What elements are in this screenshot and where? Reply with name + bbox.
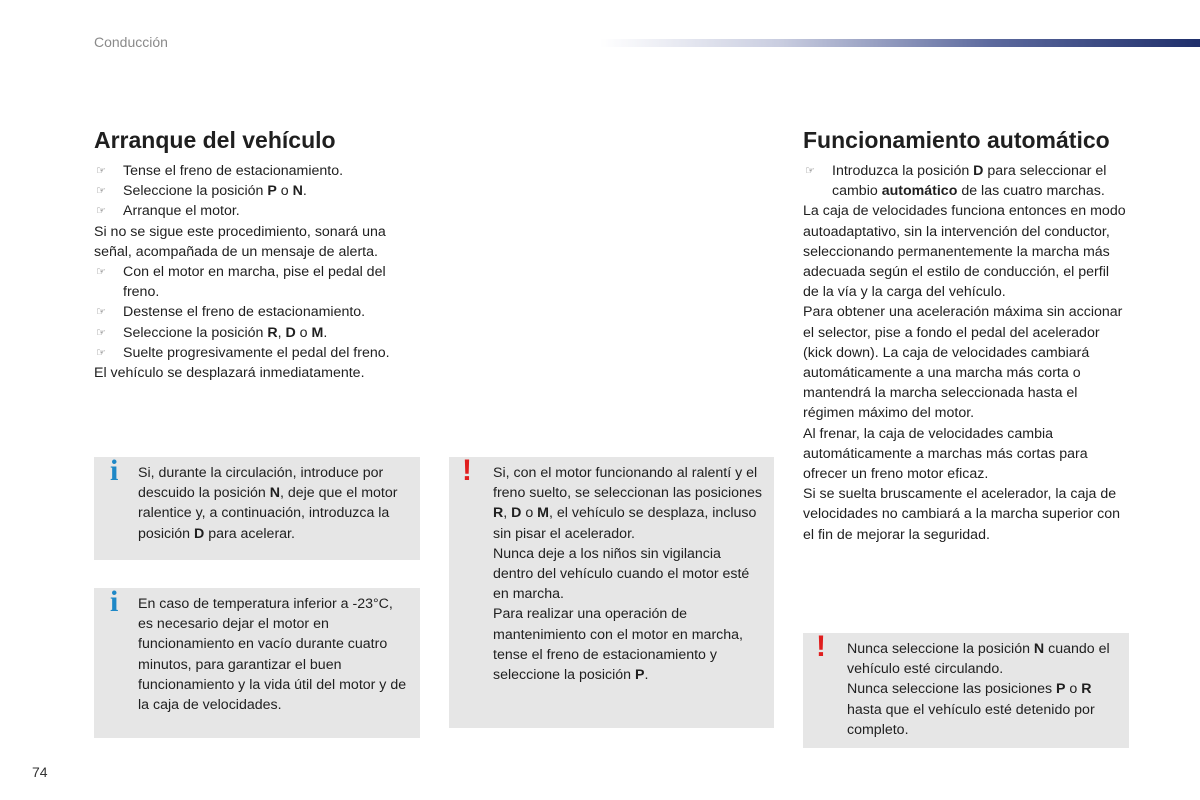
note-paragraph: Para realizar una operación de mantenimiento con el motor en marcha, tense el freno de estacionamiento y seleccione la posición P. xyxy=(493,606,743,684)
warning-note-neutral-position xyxy=(803,630,1129,748)
instruction-step: ☞ Con el motor en marcha, pise el pedal del freno. xyxy=(94,262,424,302)
info-note-neutral xyxy=(94,454,420,560)
paragraph: El vehículo se desplazará inmediatamente. xyxy=(94,365,365,382)
note-paragraph: Nunca deje a los niños sin vigilancia dentro del vehículo cuando el motor esté en marcha. xyxy=(493,545,750,603)
note-paragraph: Si, con el motor funcionando al ralentí y el freno suelto, se seleccionan las posiciones R, D o M, el vehículo se desplaza, incluso sin pisar el acelerador. xyxy=(493,465,762,542)
instruction-step: ☞ Arranque el motor. xyxy=(94,201,424,221)
note-text xyxy=(847,639,1119,740)
info-icon: i xyxy=(110,454,119,487)
paragraph: La caja de velocidades funciona entonces en modo autoadaptativo, sin la intervención del conductor, seleccionando permanentemente la marcha más adecuada según el estilo de conducción, el perfil de la vía y la carga del vehículo. xyxy=(803,203,1126,301)
section-header: Conducción xyxy=(94,34,168,50)
instruction-step: ☞ Suelte progresivamente el pedal del freno. xyxy=(94,343,424,363)
note-paragraph: Si, durante la circulación, introduce por descuido la posición N, deje que el motor ralentice y, a continuación, introduzca la posición D para acelerar. xyxy=(138,465,398,542)
note-paragraph: Nunca seleccione la posición N cuando el vehículo esté circulando. xyxy=(847,641,1110,678)
hand-pointer-icon: ☞ xyxy=(805,165,815,177)
note-text xyxy=(138,594,410,715)
instruction-step: ☞ Seleccione la posición R, D o M. xyxy=(94,323,424,343)
warning-icon: ! xyxy=(816,630,826,663)
warning-icon: ! xyxy=(462,454,472,487)
paragraph: Si no se sigue este procedimiento, sonará una señal, acompañada de un mensaje de alerta. xyxy=(94,223,386,260)
note-text xyxy=(493,463,764,685)
note-text xyxy=(138,463,410,544)
header-gradient-bar xyxy=(600,39,1200,47)
info-icon: i xyxy=(110,585,119,618)
note-paragraph: Nunca seleccione las posiciones P o R hasta que el vehículo esté detenido por completo. xyxy=(847,681,1095,738)
automatic-mode-text xyxy=(803,161,1128,545)
paragraph: Al frenar, la caja de velocidades cambia automáticamente a marchas más cortas para ofrecer un freno motor eficaz. xyxy=(803,425,1088,483)
info-note-temperature xyxy=(94,585,420,738)
hand-pointer-icon: ☞ xyxy=(96,306,106,319)
starting-procedure xyxy=(94,161,424,383)
hand-pointer-icon: ☞ xyxy=(96,346,106,359)
instruction-step: ☞ Seleccione la posición P o N. xyxy=(94,181,424,201)
paragraph: Si se suelta bruscamente el acelerador, la caja de velocidades no cambiará a la marcha superior con el fin de mejorar la seguridad. xyxy=(803,486,1121,543)
hand-pointer-icon: ☞ xyxy=(96,266,106,279)
instruction-step: ☞ Destense el freno de estacionamiento. xyxy=(94,302,424,322)
instruction-step: ☞ Introduzca la posición D para seleccionar el cambio automático de las cuatro marchas. xyxy=(803,161,1128,201)
hand-pointer-icon: ☞ xyxy=(96,165,106,177)
section-title-starting: Arranque del vehículo xyxy=(94,127,336,153)
instruction-step: ☞ Tense el freno de estacionamiento. xyxy=(94,161,424,181)
page-number: 74 xyxy=(32,764,48,780)
paragraph: Para obtener una aceleración máxima sin accionar el selector, pise a fondo el pedal del acelerador (kick down). La caja de velocidades cambiará automáticamente a una marcha más corta o mantendrá la marcha seleccionada hasta el régimen máximo del motor. xyxy=(803,304,1123,422)
hand-pointer-icon: ☞ xyxy=(96,326,106,339)
section-title-automatic: Funcionamiento automático xyxy=(803,127,1110,153)
hand-pointer-icon: ☞ xyxy=(96,185,106,198)
hand-pointer-icon: ☞ xyxy=(96,205,106,218)
note-paragraph: En caso de temperatura inferior a -23°C, es necesario dejar el motor en funcionamiento en vacío durante cuatro minutos, para garantizar el buen funcionamiento y la vida útil del motor y de la caja de velocidades. xyxy=(138,596,407,714)
warning-note-vehicle-moves xyxy=(449,454,774,728)
